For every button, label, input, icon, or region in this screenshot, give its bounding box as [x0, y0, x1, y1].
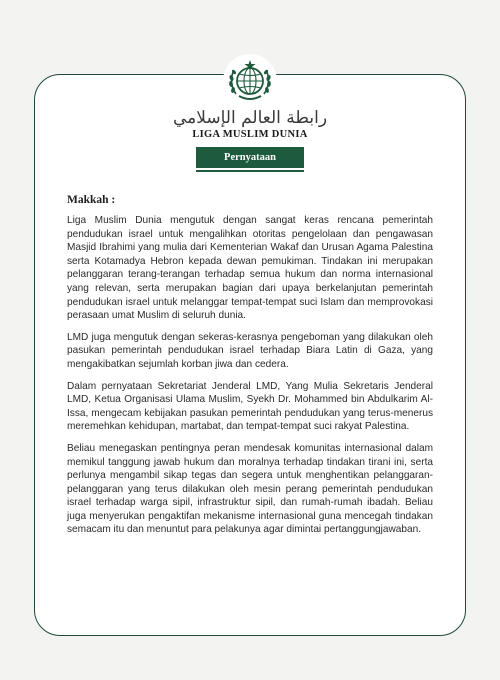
badge-underline [196, 170, 304, 172]
paragraph-3: Dalam pernyataan Sekretariat Jenderal LMD, Yang Mulia Sekretaris Jenderal LMD, Ketua Organisasi Ulama Muslim, Syekh Dr. Mohammed bin Abdulkarim Al-Issa, mengecam kebijakan pasukan pemerintah pendudukan yang terus-menerus meremehkan kehidupan, martabat, dan tempat-tempat suci rakyat Palestina. [67, 380, 433, 433]
dateline-location: Makkah : [67, 194, 116, 206]
paragraph-2: LMD juga mengutuk dengan sekeras-kerasnya pengeboman yang dilakukan oleh pasukan pemerintah pendudukan israel terhadap Biara Latin di Gaza, yang mengakibatkan sejumlah korban jiwa dan cedera. [67, 331, 433, 370]
statement-body [67, 194, 433, 545]
org-name: LIGA MUSLIM DUNIA [192, 129, 308, 140]
paragraph-4: Beliau menegaskan pentingnya peran mendesak komunitas internasional dalam memikul tanggung jawab hukum dan moralnya terhadap tindakan tirani ini, serta perlunya mengambil sikap tegas dan segera untuk menghentikan pelanggaran-pelanggaran yang terus dilakukan oleh mesin perang pemerintah pendudukan israel terhadap warga sipil, infrastruktur sipil, dan rumah-rumah ibadah. Beliau juga menyerukan pengaktifan mekanisme internasional guna mencegah tindakan semacam itu dan menuntut para pelakunya agar dimintai pertanggungjawaban. [67, 442, 433, 536]
globe-emblem-icon [223, 54, 277, 108]
paragraph-1: Liga Muslim Dunia mengutuk dengan sangat keras rencana pemerintah pendudukan israel untuk mengalihkan otoritas pengelolaan dan pengawasan Masjid Ibrahimi yang mulia dari Kementerian Wakaf dan Urusan Agama Palestina serta Kotamadya Hebron kepada dewan pemukiman. Tindakan ini merupakan pelanggaran terang-terangan terhadap semua hukum dan norma internasional yang relevan, serta merupakan bagian dari upaya berkelanjutan pemerintah pendudukan israel untuk melanggar tempat-tempat suci Islam dan memprovokasi perasaan umat Muslim di seluruh dunia. [67, 215, 433, 322]
arabic-org-name: رابطة العالم الإسلامي [172, 108, 328, 128]
statement-badge: Pernyataan [196, 147, 304, 168]
